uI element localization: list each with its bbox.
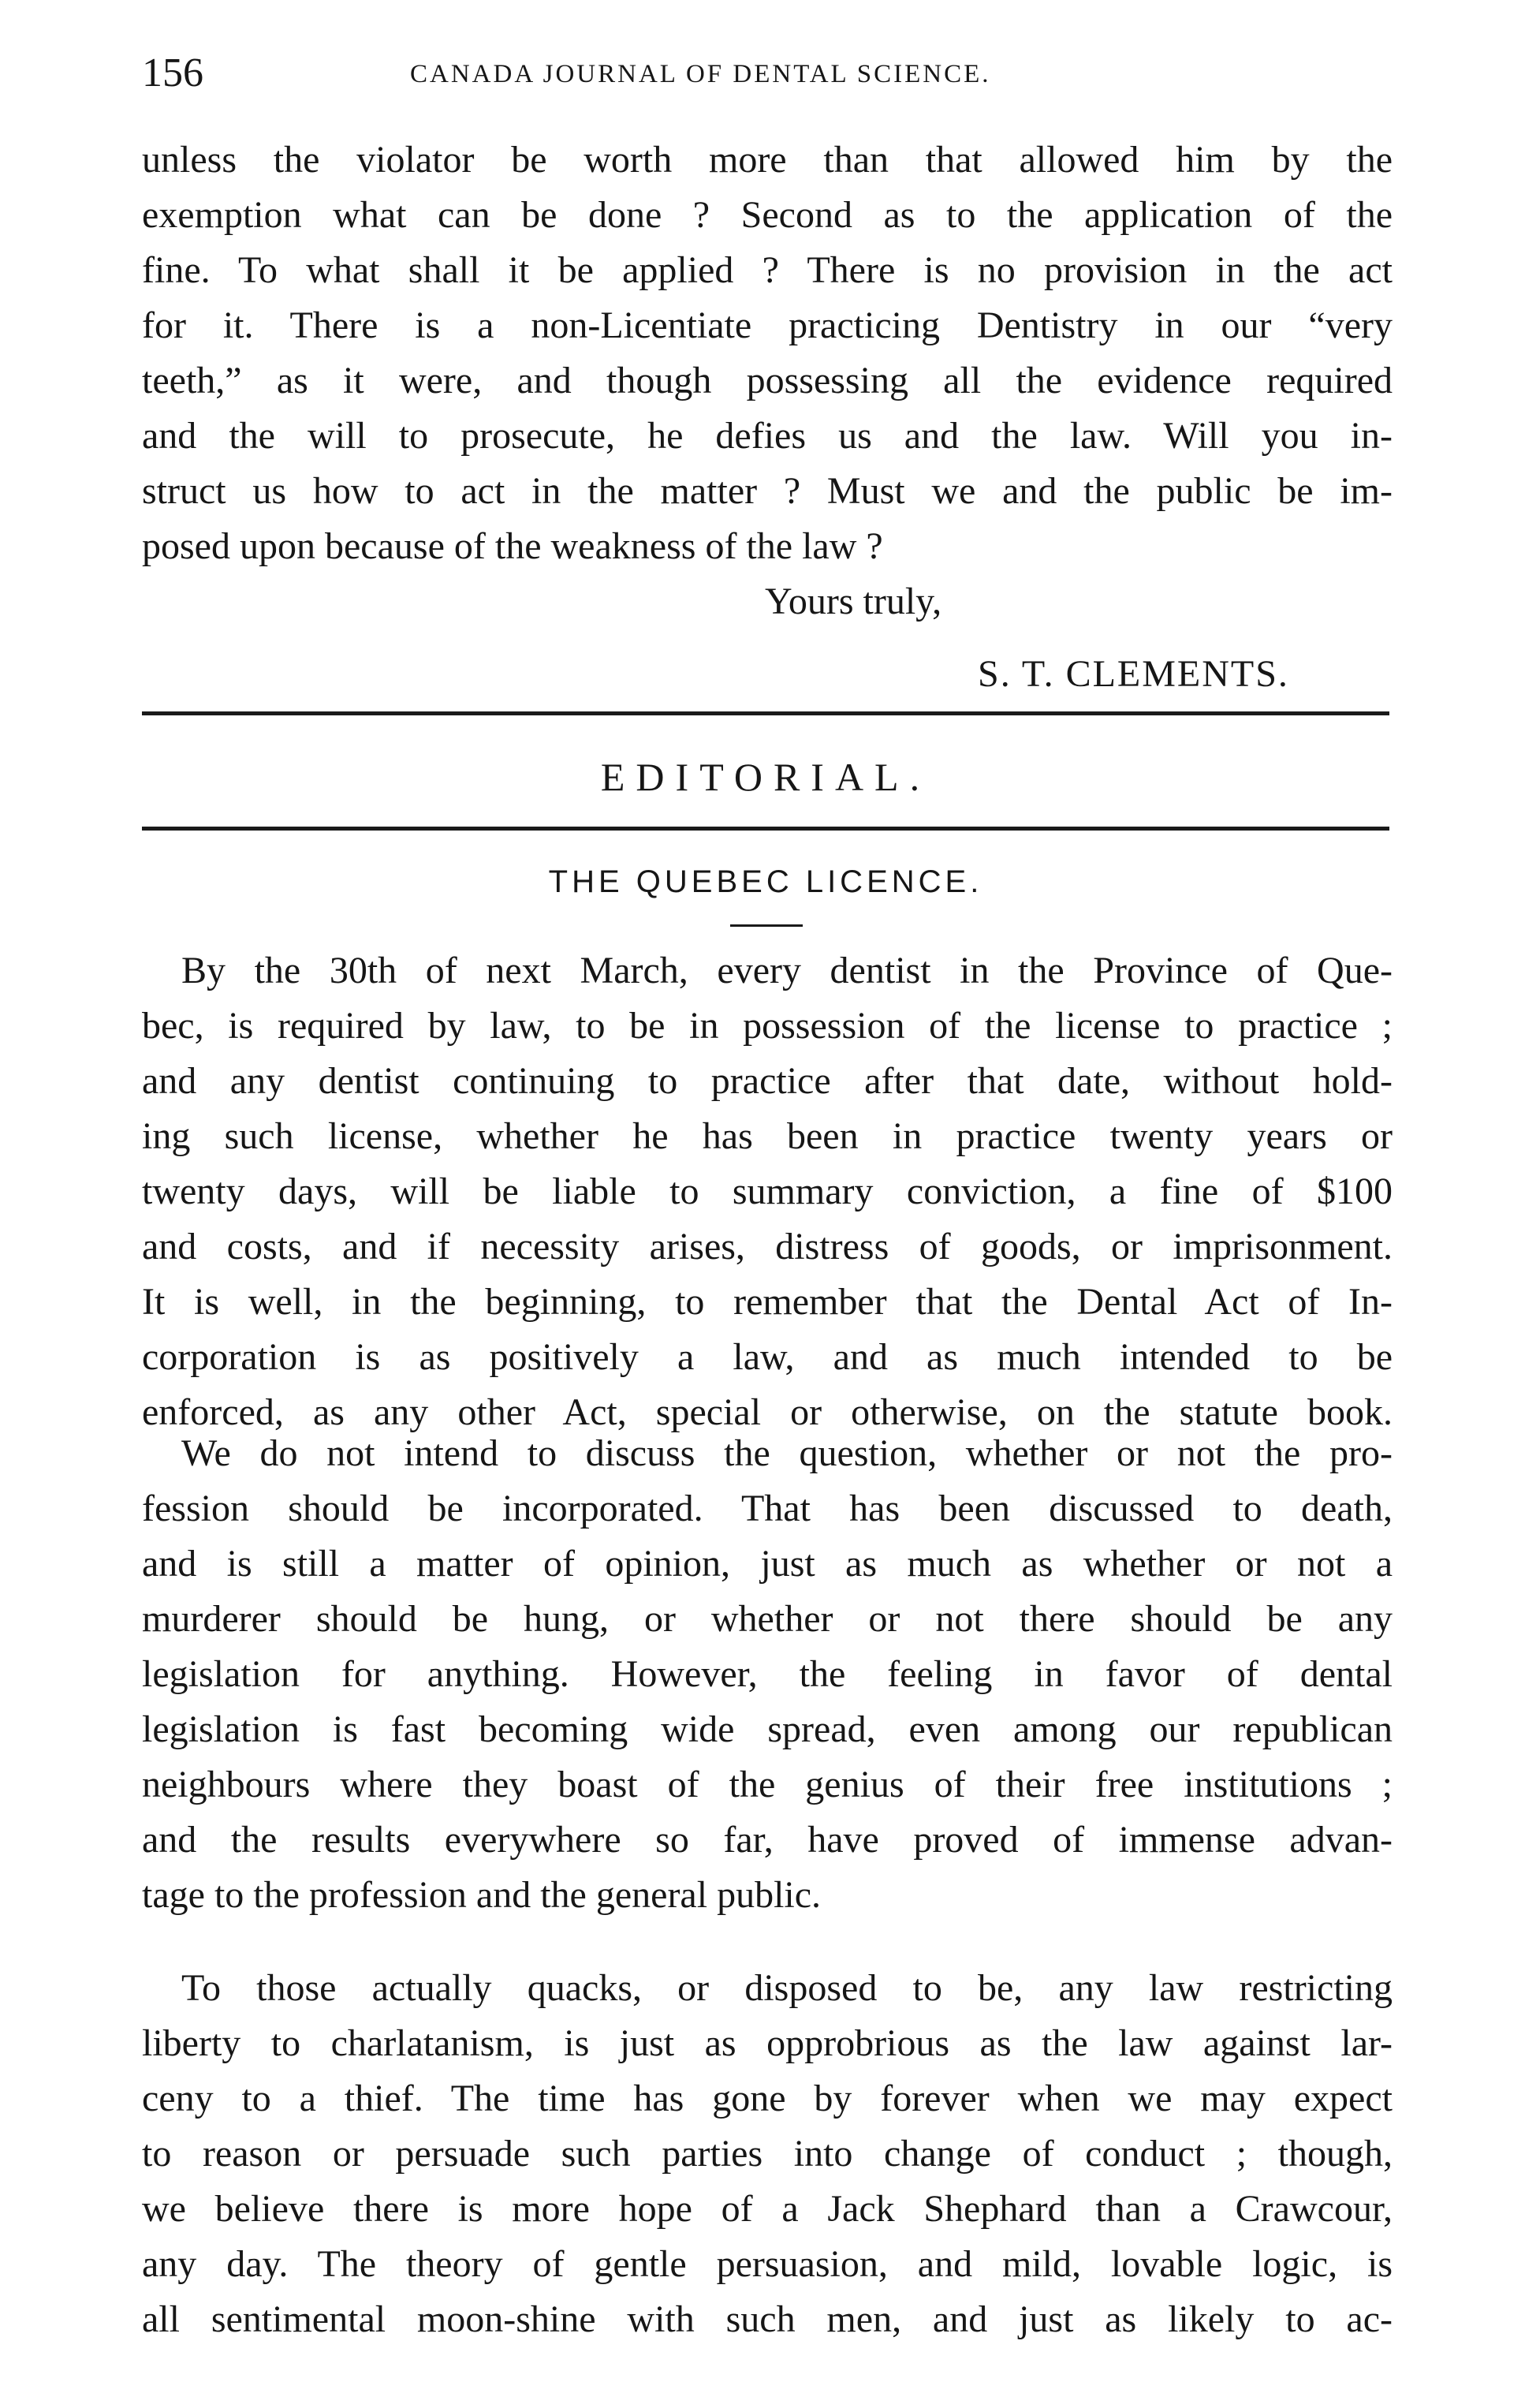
text-line: twenty days, will be liable to summary conviction, a fine of $100 (142, 1170, 1393, 1212)
text-line: teeth,” as it were, and though possessing all the evidence required (142, 360, 1393, 401)
text-line: enforced, as any other Act, special or otherwise, on the statute book. (142, 1391, 1393, 1433)
page-number: 156 (142, 50, 203, 95)
text-line: murderer should be hung, or whether or not there should be any (142, 1598, 1393, 1640)
text-line: and costs, and if necessity arises, distress of goods, or imprisonment. (142, 1226, 1393, 1267)
text-line: neighbours where they boast of the genius of their free institutions ; (142, 1764, 1393, 1805)
text-line: and is still a matter of opinion, just as much as whether or not a (142, 1543, 1393, 1585)
text-line: and the will to prosecute, he defies us and the law. Will you in- (142, 415, 1393, 457)
text-line: struct us how to act in the matter ? Must we and the public be im- (142, 470, 1393, 512)
letter-closing: Yours truly, (765, 581, 942, 622)
text-line: ing such license, whether he has been in practice twenty years or (142, 1115, 1393, 1157)
text-line: fine. To what shall it be applied ? There is no provision in the act (142, 249, 1393, 291)
article-title: THE QUEBEC LICENCE. (548, 864, 983, 899)
article-paragraph (142, 943, 1393, 1440)
text-line: for it. There is a non-Licentiate practicing Dentistry in our “very (142, 304, 1393, 346)
text-line: posed upon because of the weakness of the law ? (142, 525, 883, 567)
text-line: fession should be incorporated. That has been discussed to death, (142, 1488, 1393, 1529)
text-line: and any dentist continuing to practice after that date, without hold- (142, 1060, 1393, 1102)
text-line: ceny to a thief. The time has gone by forever when we may expect (142, 2078, 1393, 2119)
text-line: we believe there is more hope of a Jack Shephard than a Crawcour, (142, 2188, 1393, 2230)
letter-signature: S. T. CLEMENTS. (978, 653, 1289, 695)
text-line: liberty to charlatanism, is just as opprobrious as the law against lar- (142, 2022, 1393, 2064)
section-divider-bottom (142, 827, 1389, 831)
text-line: and the results everywhere so far, have proved of immense advan- (142, 1819, 1393, 1861)
text-line: to reason or persuade such parties into change of conduct ; though, (142, 2133, 1393, 2175)
text-line: To those actually quacks, or disposed to be, any law restricting (181, 1967, 1393, 2009)
text-line: legislation for anything. However, the feeling in favor of dental (142, 1653, 1393, 1695)
title-underline (730, 924, 803, 927)
article-paragraph (142, 1426, 1393, 1923)
letter-body (142, 133, 1393, 574)
text-line: bec, is required by law, to be in possession of the license to practice ; (142, 1005, 1393, 1047)
text-line: We do not intend to discuss the question, whether or not the pro- (181, 1432, 1393, 1474)
running-head (142, 46, 1388, 101)
text-line: legislation is fast becoming wide spread, even among our republican (142, 1708, 1393, 1750)
text-line: By the 30th of next March, every dentist in the Province of Que- (181, 950, 1393, 991)
section-heading: EDITORIAL. (600, 755, 931, 799)
text-line: It is well, in the beginning, to remember that the Dental Act of In- (142, 1281, 1393, 1323)
text-line: unless the violator be worth more than that allowed him by the (142, 139, 1393, 181)
text-line: exemption what can be done ? Second as to the application of the (142, 194, 1393, 236)
text-line: tage to the profession and the general public. (142, 1874, 822, 1916)
section-divider-top (142, 711, 1389, 715)
text-line: any day. The theory of gentle persuasion, and mild, lovable logic, is (142, 2243, 1393, 2285)
text-line: corporation is as positively a law, and as much intended to be (142, 1336, 1393, 1378)
text-line: all sentimental moon-shine with such men, and just as likely to ac- (142, 2298, 1393, 2340)
article-paragraph (142, 1961, 1393, 2347)
journal-title: CANADA JOURNAL OF DENTAL SCIENCE. (410, 60, 991, 88)
